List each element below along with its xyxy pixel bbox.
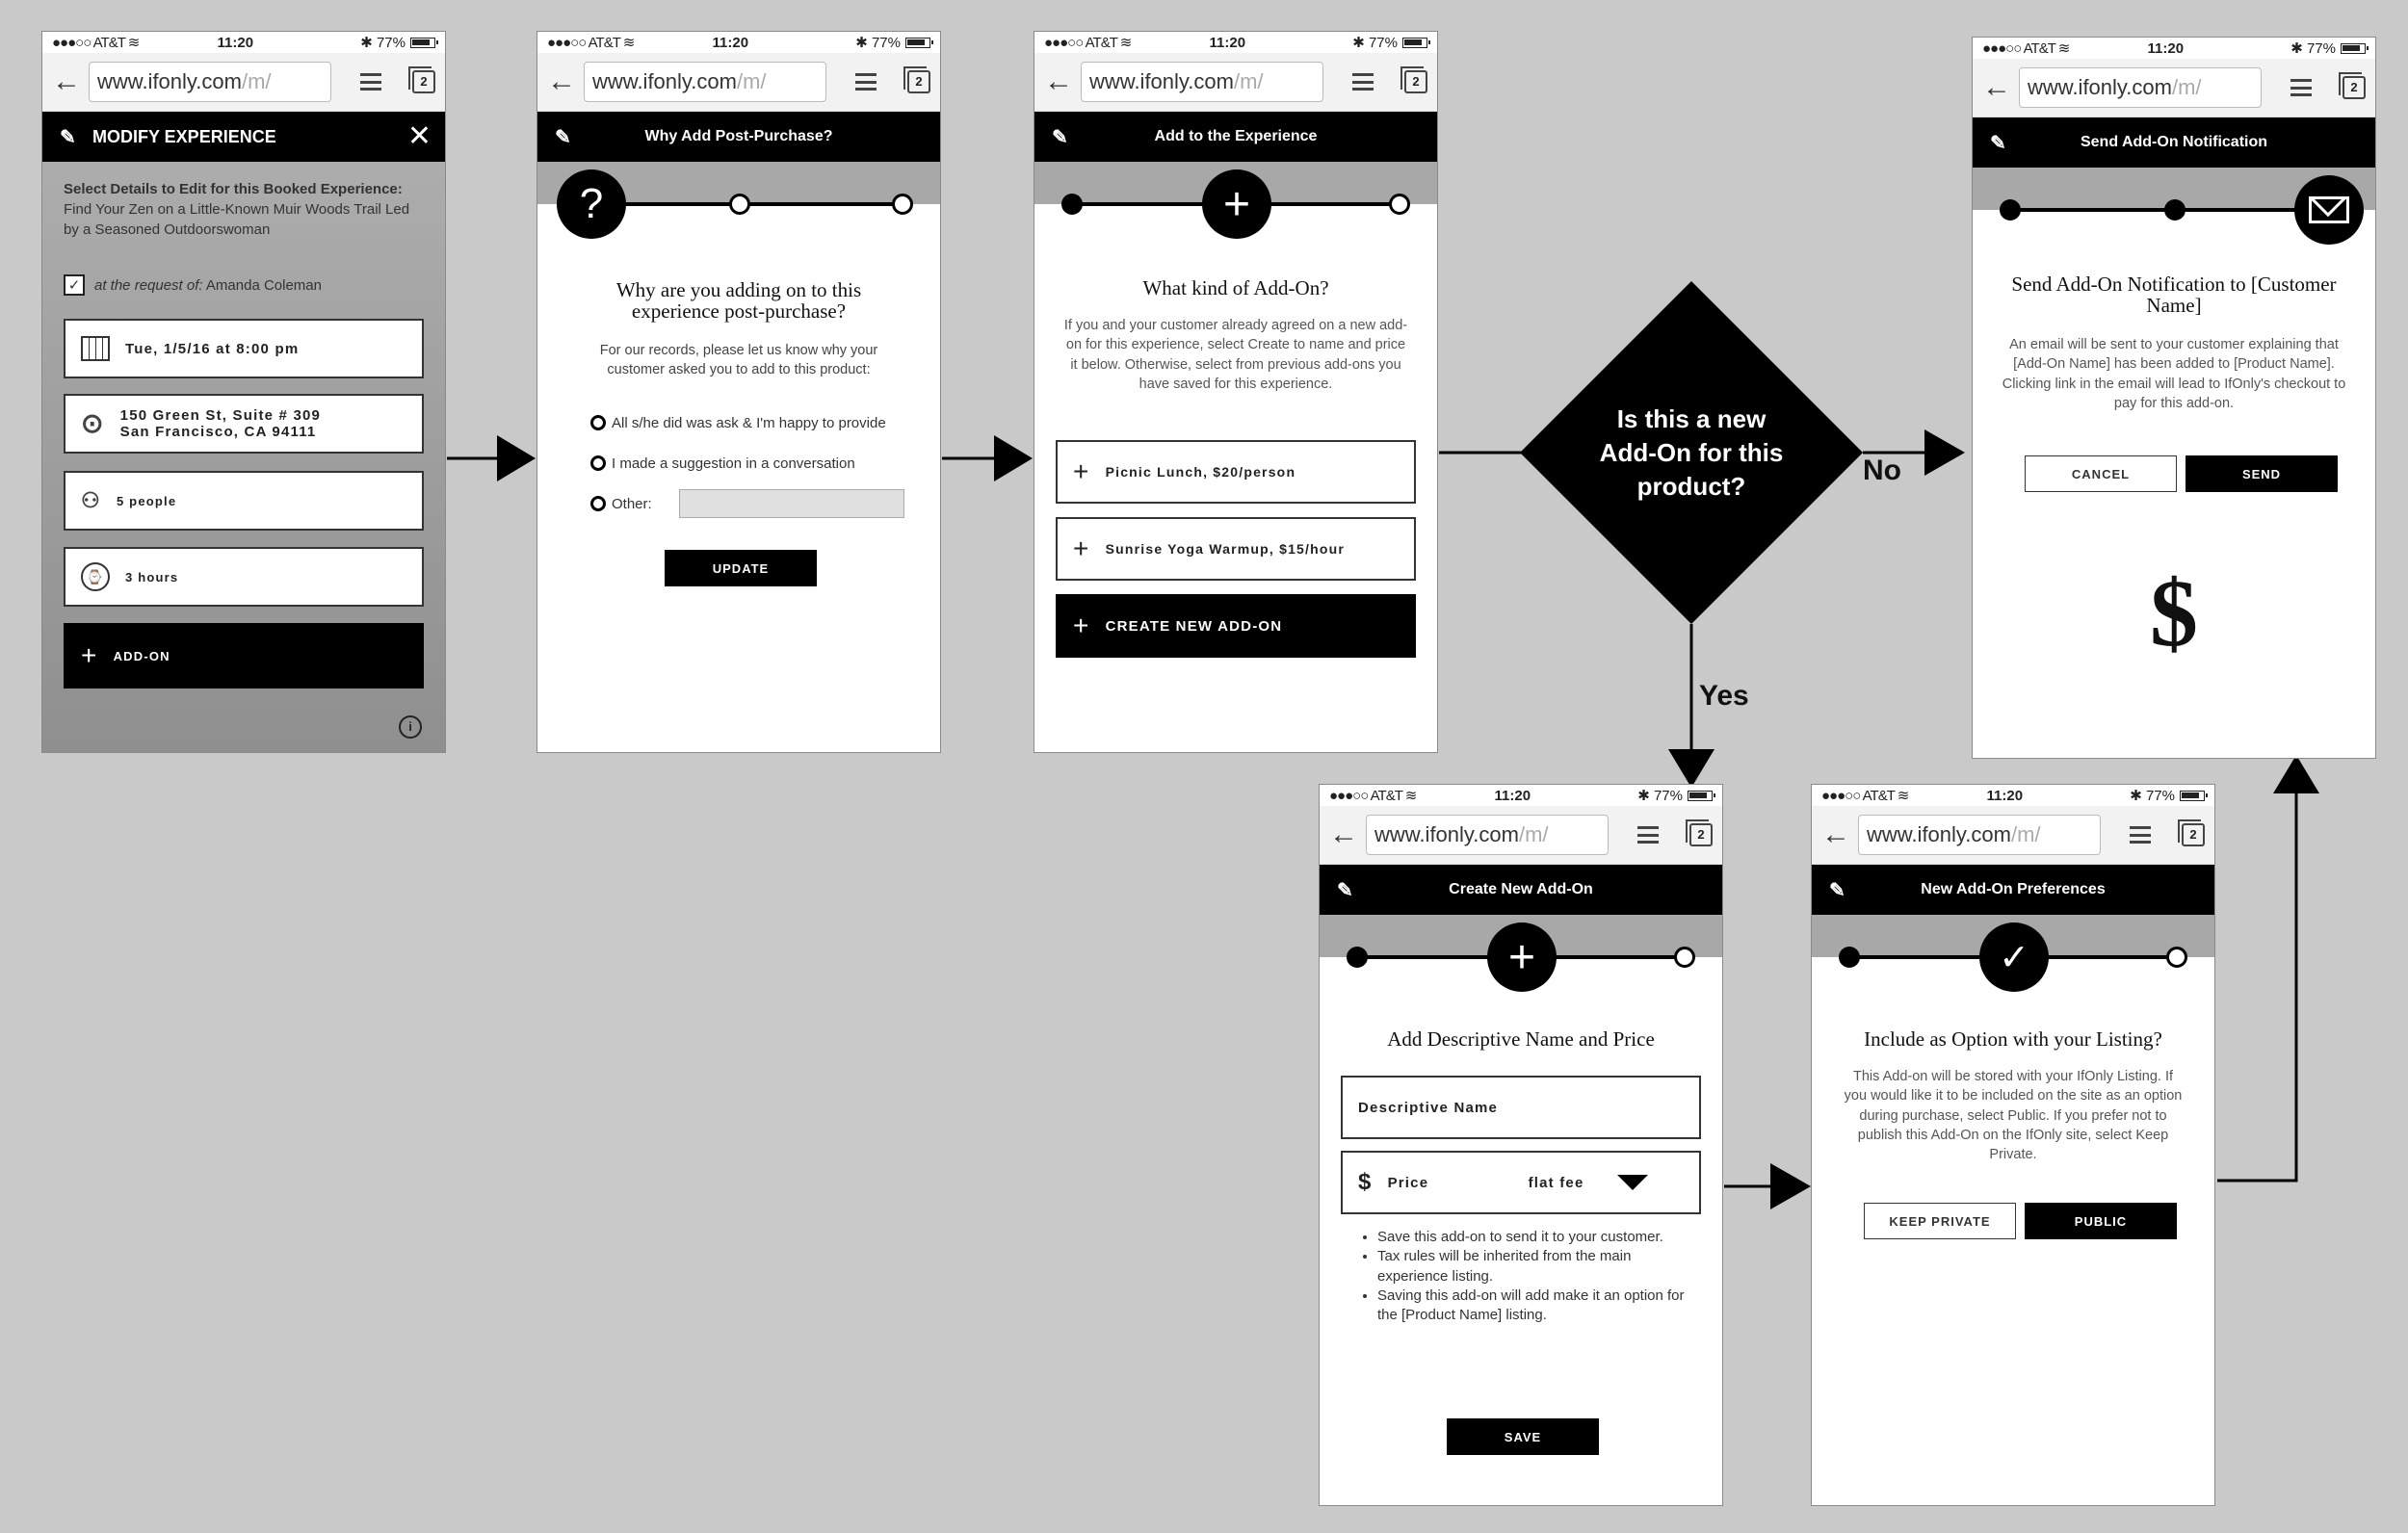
decision-line-1: Is this a new (1616, 404, 1767, 433)
url-base: www.ifonly.com (97, 69, 242, 93)
header-title: MODIFY EXPERIENCE (92, 126, 276, 146)
pencil-icon: ✎ (555, 127, 571, 148)
header-title: New Add-On Preferences (1921, 881, 2106, 897)
create-new-addon-button[interactable] (1056, 594, 1416, 658)
arrowhead-6-4 (2273, 755, 2319, 793)
menu-icon[interactable] (2130, 826, 2151, 844)
dollar-icon: $ (1358, 1169, 1373, 1195)
cancel-button[interactable]: CANCEL (2025, 455, 2177, 492)
reason-label: All s/he did was ask & I'm happy to provide (612, 414, 886, 431)
menu-icon[interactable] (1352, 73, 1374, 91)
tabs-icon[interactable]: 2 (2182, 823, 2205, 846)
checkbox-label: at the request of: (94, 276, 203, 294)
pencil-icon: ✎ (1052, 127, 1068, 148)
price-label: Price (1387, 1174, 1429, 1191)
step-1 (1839, 947, 1860, 968)
arrowhead-5-6 (1770, 1163, 1811, 1209)
battery-text: ✱ 77% (855, 35, 901, 51)
back-arrow-icon[interactable]: ← (52, 65, 81, 97)
url-base: www.ifonly.com (1374, 822, 1519, 846)
people-icon: ⚇ (81, 488, 101, 512)
description: If you and your customer already agreed on a new add-on for this experience, select Create to name and price it below. Otherwise, select from previous add-ons you have saved for this experience. (1063, 318, 1408, 392)
menu-icon[interactable] (2290, 79, 2312, 96)
status-bar (1973, 38, 2375, 59)
price-input[interactable] (1341, 1151, 1701, 1214)
battery-icon (1402, 38, 1427, 48)
price-type-select[interactable]: flat fee (1528, 1174, 1584, 1191)
tabs-icon[interactable]: 2 (1404, 70, 1427, 93)
name-placeholder: Descriptive Name (1358, 1099, 1499, 1116)
dropdown-triangle-icon[interactable] (1617, 1175, 1648, 1190)
note-item: • Tax rules will be inherited from the main experience listing. (1377, 1247, 1693, 1286)
reason-option-2[interactable] (590, 443, 904, 483)
address-line-2: San Francisco, CA 94111 (119, 424, 317, 440)
screen-modify-experience (41, 31, 446, 753)
clock: 11:20 (712, 34, 749, 51)
back-arrow-icon[interactable]: ← (1044, 65, 1073, 97)
tabs-icon[interactable]: 2 (2343, 76, 2366, 99)
other-input[interactable] (679, 489, 904, 518)
menu-icon[interactable] (855, 73, 877, 91)
battery-icon (1688, 791, 1713, 801)
date-value: Tue, 1/5/16 at 8:00 pm (125, 340, 300, 357)
duration-field[interactable] (64, 547, 424, 607)
arrowhead-no (1924, 429, 1965, 476)
url-path: /m/ (736, 69, 767, 93)
url-path: /m/ (2010, 822, 2041, 846)
header-bar (1034, 112, 1437, 162)
battery-text: ✱ 77% (2130, 788, 2175, 804)
pencil-icon: ✎ (1829, 880, 1845, 901)
battery-text: ✱ 77% (1637, 788, 1683, 804)
header-title: Create New Add-On (1449, 881, 1593, 897)
plus-icon: + (1073, 456, 1090, 486)
address-line-1: 150 Green St, Suite # 309 (119, 406, 322, 424)
step-3 (892, 194, 913, 215)
save-button[interactable]: SAVE (1447, 1418, 1599, 1455)
people-value: 5 people (116, 493, 177, 508)
clock: 11:20 (2147, 39, 2185, 57)
step-2 (2164, 199, 2186, 221)
checkbox-name: Amanda Coleman (205, 276, 322, 294)
tabs-icon[interactable]: 2 (907, 70, 930, 93)
battery-icon (410, 38, 435, 48)
title: Send Add-On Notification to [Customer Name] (2011, 273, 2337, 318)
arrowhead-yes (1668, 749, 1714, 788)
header-bar (1812, 865, 2214, 915)
battery-icon (905, 38, 930, 48)
title: Why are you adding on to this experience post-purchase? (615, 278, 862, 324)
browser-bar (1320, 806, 1722, 865)
decision-line-2: Add-On for this (1599, 438, 1784, 467)
reason-label: Other: (612, 495, 652, 512)
location-pin-icon: ⊙ (81, 407, 105, 438)
close-icon[interactable]: ✕ (406, 120, 432, 152)
back-arrow-icon[interactable]: ← (1329, 818, 1358, 850)
clock-icon: ⌚ (81, 562, 110, 591)
header-title: Why Add Post-Purchase? (644, 128, 833, 144)
url-path: /m/ (241, 69, 272, 93)
status-bar (537, 32, 940, 53)
screen-create-new-addon (1319, 784, 1723, 1506)
battery-text: ✱ 77% (360, 35, 406, 51)
url-base: www.ifonly.com (592, 69, 737, 93)
screen-why-add (537, 31, 941, 753)
radio-icon (590, 415, 606, 430)
yes-label: Yes (1699, 680, 1749, 712)
menu-icon[interactable] (1637, 826, 1659, 844)
reason-label: I made a suggestion in a conversation (612, 455, 855, 472)
step-3 (1674, 947, 1695, 968)
arrowhead-2-3 (994, 435, 1033, 481)
header-bar (1320, 865, 1722, 915)
create-label: CREATE NEW ADD-ON (1105, 617, 1283, 635)
reason-option-1[interactable] (590, 403, 904, 443)
clock: 11:20 (1986, 787, 2024, 804)
battery-icon (2180, 791, 2205, 801)
url-field[interactable] (1858, 815, 2101, 855)
people-field[interactable] (64, 471, 424, 531)
progress-steps (537, 162, 940, 227)
screen-addon-preferences (1811, 784, 2215, 1506)
back-arrow-icon[interactable]: ← (547, 65, 576, 97)
info-icon[interactable]: i (399, 715, 422, 739)
carrier: ●●●○○ AT&T ≋ (1821, 788, 1909, 804)
title: Add Descriptive Name and Price (1387, 1027, 1655, 1051)
status-bar (1812, 785, 2214, 806)
pencil-icon: ✎ (1990, 133, 2006, 154)
plus-icon: + (81, 640, 98, 670)
update-button[interactable]: UPDATE (665, 550, 817, 586)
request-checkbox-row (64, 274, 322, 296)
notes-list (1358, 1228, 1693, 1325)
url-base: www.ifonly.com (1867, 822, 2011, 846)
addon-option-yoga[interactable] (1056, 517, 1416, 581)
header-bar (1973, 117, 2375, 168)
header-title: Add to the Experience (1154, 128, 1318, 144)
addon-label: Sunrise Yoga Warmup, $15/hour (1105, 541, 1346, 557)
dollar-icon: $ (2150, 559, 2198, 666)
battery-text: ✱ 77% (1352, 35, 1398, 51)
url-base: www.ifonly.com (2028, 75, 2172, 99)
radio-icon (590, 496, 606, 511)
status-bar (42, 32, 445, 53)
url-path: /m/ (1233, 69, 1264, 93)
menu-icon[interactable] (360, 73, 381, 91)
step-1 (1061, 194, 1083, 215)
address-field[interactable] (64, 394, 424, 454)
url-base: www.ifonly.com (1089, 69, 1234, 93)
back-arrow-icon[interactable]: ← (1821, 818, 1850, 850)
step-1 (1347, 947, 1368, 968)
add-on-label: ADD-ON (113, 648, 170, 663)
note-item: • Saving this add-on will add make it an option for the [Product Name] listing. (1377, 1286, 1693, 1326)
carrier: ●●●○○ AT&T ≋ (1982, 40, 2070, 57)
header-bar (42, 112, 445, 162)
progress-steps (1812, 915, 2214, 978)
browser-bar (1034, 53, 1437, 112)
radio-icon (590, 455, 606, 471)
note-item: • Save this add-on to send it to your customer. (1377, 1228, 1693, 1247)
pencil-icon: ✎ (1337, 880, 1353, 901)
plus-icon: + (1073, 533, 1090, 563)
decision-text (1541, 403, 1842, 504)
plus-icon: + (1073, 611, 1090, 640)
url-field[interactable] (89, 62, 331, 102)
url-field[interactable] (2019, 67, 2262, 108)
reason-option-3[interactable] (590, 483, 904, 524)
reason-options (590, 403, 904, 524)
description: For our records, please let us know why your customer asked you to add to this product: (599, 343, 878, 378)
header-bar (537, 112, 940, 162)
screen-add-to-experience (1034, 31, 1438, 753)
intro-text: Find Your Zen on a Little-Known Muir Woods Trail Led by a Seasoned Outdoorswoman (64, 201, 410, 238)
description: An email will be sent to your customer explaining that [Add-On Name] has been added to [Product Name]. Clicking link in the email will lead to IfOnly's checkout to pay for this add-on. (2002, 337, 2346, 411)
duration-value: 3 hours (125, 569, 179, 585)
carrier: ●●●○○ AT&T ≋ (1329, 788, 1417, 804)
intro-bold: Select Details to Edit for this Booked Experience: (64, 181, 403, 197)
descriptive-name-input[interactable] (1341, 1076, 1701, 1139)
screen-send-notification (1972, 37, 2376, 759)
url-path: /m/ (2171, 75, 2202, 99)
calendar-icon (81, 336, 110, 361)
browser-bar (42, 53, 445, 112)
addon-option-picnic[interactable] (1056, 440, 1416, 504)
decision-line-3: product? (1636, 472, 1746, 501)
connector-6-4 (2217, 792, 2296, 1181)
url-path: /m/ (1518, 822, 1549, 846)
step-1 (2000, 199, 2021, 221)
pencil-icon: ✎ (60, 127, 76, 148)
header-title: Send Add-On Notification (2080, 134, 2268, 150)
date-field[interactable] (64, 319, 424, 378)
status-bar (1320, 785, 1722, 806)
progress-steps (1973, 168, 2375, 210)
title: What kind of Add-On? (1142, 276, 1329, 299)
carrier: ●●●○○ AT&T ≋ (52, 35, 140, 51)
no-label: No (1863, 455, 1901, 486)
clock: 11:20 (217, 34, 254, 51)
step-2 (729, 194, 750, 215)
plus-step-icon: + (1202, 169, 1271, 239)
battery-text: ✱ 77% (2290, 40, 2336, 57)
send-button[interactable]: SEND (2186, 455, 2338, 492)
public-button[interactable]: PUBLIC (2025, 1203, 2177, 1239)
clock: 11:20 (1209, 34, 1246, 51)
intro (42, 162, 445, 240)
browser-bar (537, 53, 940, 112)
description: This Add-on will be stored with your IfOnly Listing. If you would like it to be included on the site as an option during purchase, select Public. If you prefer not to publish this Add-On on the IfOnly site, select Keep Private. (1844, 1069, 2183, 1163)
tabs-icon[interactable]: 2 (1689, 823, 1713, 846)
status-bar (1034, 32, 1437, 53)
checkbox[interactable]: ✓ (64, 274, 85, 296)
step-3 (2166, 947, 2187, 968)
plus-step-icon: + (1487, 922, 1557, 992)
envelope-step-icon (2294, 175, 2364, 245)
url-field[interactable] (584, 62, 826, 102)
progress-steps (1034, 162, 1437, 230)
clock: 11:20 (1494, 787, 1531, 804)
progress-steps (1320, 915, 1722, 983)
arrowhead-1-2 (497, 435, 536, 481)
url-field[interactable] (1081, 62, 1323, 102)
battery-icon (2341, 43, 2366, 54)
add-on-button[interactable] (64, 623, 424, 689)
back-arrow-icon[interactable]: ← (1982, 71, 2011, 103)
browser-bar (1973, 59, 2375, 117)
question-step-icon: ? (557, 169, 626, 239)
carrier: ●●●○○ AT&T ≋ (547, 35, 635, 51)
addon-label: Picnic Lunch, $20/person (1105, 464, 1296, 480)
keep-private-button[interactable]: KEEP PRIVATE (1864, 1203, 2016, 1239)
tabs-icon[interactable]: 2 (412, 70, 435, 93)
carrier: ●●●○○ AT&T ≋ (1044, 35, 1132, 51)
step-3 (1389, 194, 1410, 215)
checkmark-step-icon: ✓ (1979, 922, 2049, 992)
browser-bar (1812, 806, 2214, 865)
url-field[interactable] (1366, 815, 1609, 855)
title: Include as Option with your Listing? (1864, 1027, 2162, 1051)
